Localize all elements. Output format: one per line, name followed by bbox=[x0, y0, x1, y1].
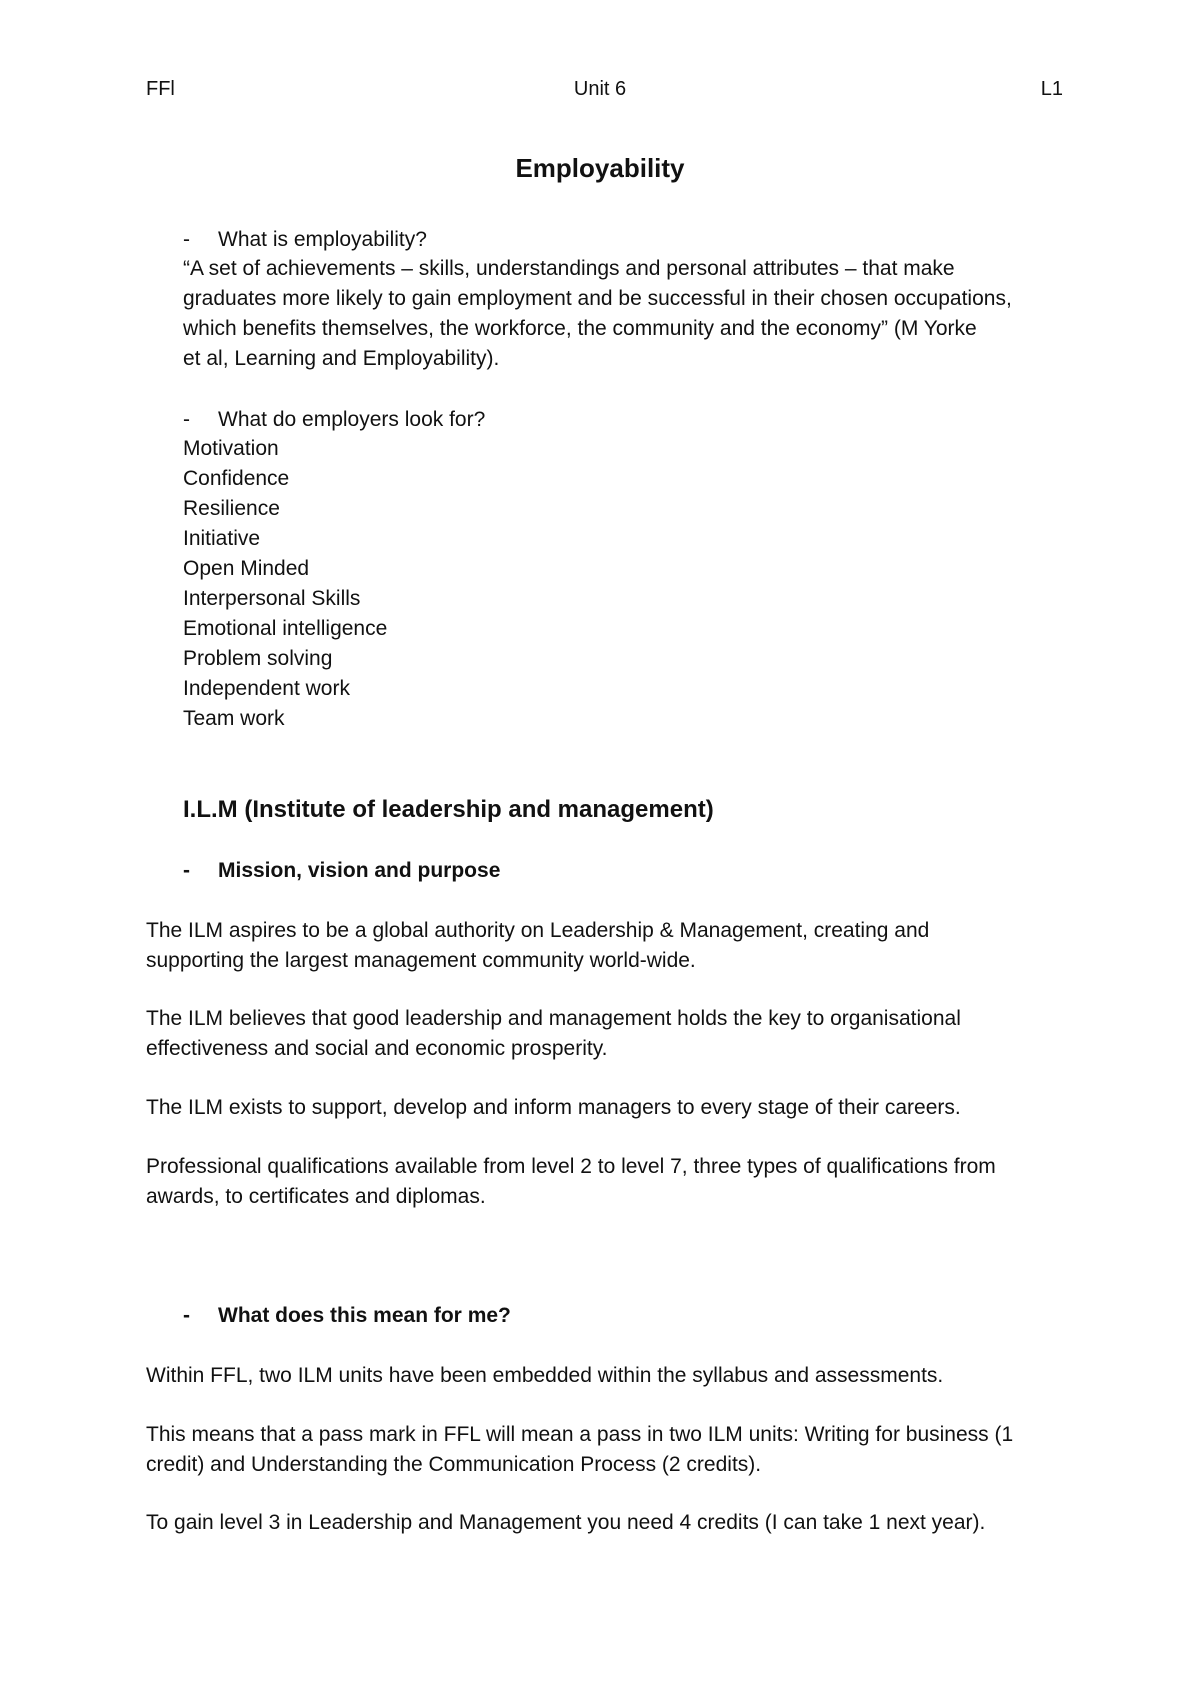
list-item: Independent work bbox=[183, 677, 350, 700]
list-item: Initiative bbox=[183, 527, 261, 550]
ilm-heading: I.L.M (Institute of leadership and management) bbox=[183, 796, 714, 823]
paragraph-line: This means that a pass mark in FFL will mean a pass in two ILM units: Writing for business (1 bbox=[146, 1423, 1014, 1446]
list-item: Resilience bbox=[183, 497, 280, 520]
list-item: Team work bbox=[183, 707, 285, 730]
question-text: What is employability? bbox=[218, 228, 427, 251]
paragraph-line: The ILM aspires to be a global authority on Leadership & Management, creating and bbox=[146, 919, 930, 942]
quote-line: et al, Learning and Employability). bbox=[183, 347, 500, 370]
ilm-paragraph-4 bbox=[146, 1152, 996, 1212]
paragraph-line: supporting the largest management community world-wide. bbox=[146, 949, 696, 972]
meaning-paragraph-1 bbox=[146, 1361, 943, 1391]
employer-qualities-list bbox=[183, 434, 387, 734]
paragraph-line: awards, to certificates and diplomas. bbox=[146, 1185, 486, 1208]
paragraph-line: credit) and Understanding the Communication Process (2 credits). bbox=[146, 1453, 762, 1476]
subheading-text: Mission, vision and purpose bbox=[218, 859, 501, 882]
paragraph-line: The ILM exists to support, develop and inform managers to every stage of their careers. bbox=[146, 1096, 961, 1119]
paragraph-line: effectiveness and social and economic prosperity. bbox=[146, 1037, 608, 1060]
bullet-dash: - bbox=[183, 408, 190, 431]
ilm-paragraph-2 bbox=[146, 1004, 961, 1064]
meaning-paragraph-2 bbox=[146, 1420, 1013, 1480]
paragraph-line: Professional qualifications available from level 2 to level 7, three types of qualifications from bbox=[146, 1155, 996, 1178]
list-item: Problem solving bbox=[183, 647, 333, 670]
quote-line: which benefits themselves, the workforce, the community and the economy” (M Yorke bbox=[183, 317, 977, 340]
question-text: What do employers look for? bbox=[218, 408, 486, 431]
paragraph-line: Within FFL, two ILM units have been embedded within the syllabus and assessments. bbox=[146, 1364, 944, 1387]
list-item: Emotional intelligence bbox=[183, 617, 388, 640]
quote-line: “A set of achievements – skills, understandings and personal attributes – that make bbox=[183, 257, 955, 280]
meaning-paragraph-3 bbox=[146, 1508, 985, 1538]
subheading-text: What does this mean for me? bbox=[218, 1304, 511, 1327]
bullet-dash: - bbox=[183, 859, 190, 882]
bullet-dash: - bbox=[183, 228, 190, 251]
bullet-dash: - bbox=[183, 1304, 190, 1327]
page-title: Employability bbox=[515, 153, 685, 183]
header-right: L1 bbox=[1040, 78, 1063, 100]
list-item: Open Minded bbox=[183, 557, 310, 580]
list-item: Confidence bbox=[183, 467, 290, 490]
list-item: Motivation bbox=[183, 437, 279, 460]
paragraph-line: The ILM believes that good leadership and management holds the key to organisational bbox=[146, 1007, 961, 1030]
quote-line: graduates more likely to gain employment and be successful in their chosen occupations, bbox=[183, 287, 1012, 310]
ilm-paragraph-3 bbox=[146, 1093, 961, 1123]
header-left: FFl bbox=[146, 78, 175, 100]
employability-quote bbox=[183, 254, 1012, 374]
list-item: Interpersonal Skills bbox=[183, 587, 361, 610]
ilm-paragraph-1 bbox=[146, 916, 929, 976]
paragraph-line: To gain level 3 in Leadership and Management you need 4 credits (I can take 1 next year). bbox=[146, 1511, 986, 1534]
header-center: Unit 6 bbox=[573, 78, 627, 100]
